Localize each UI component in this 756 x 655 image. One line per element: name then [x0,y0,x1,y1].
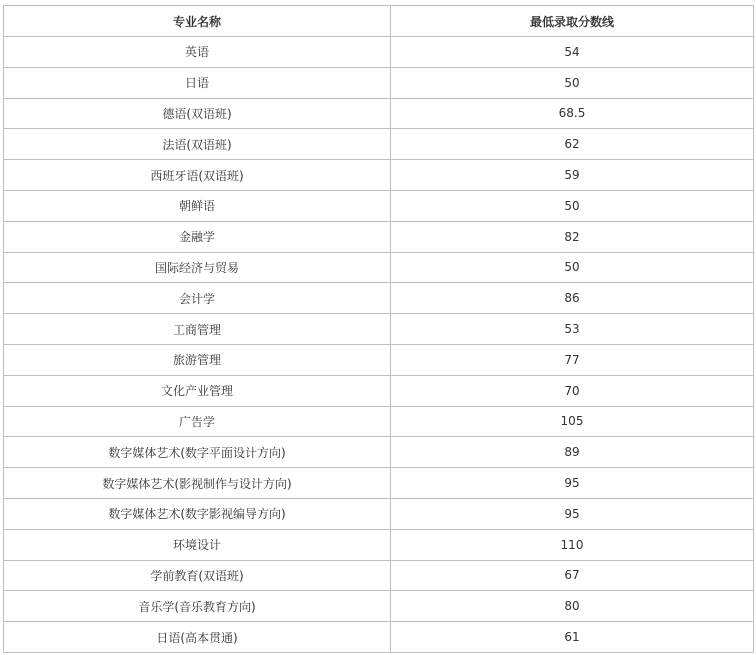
table-row [4,190,754,221]
min-score-cell: 68.5 [391,98,754,129]
major-name-cell: 数字媒体艺术(数字平面设计方向) [4,437,391,468]
min-score-cell: 77 [391,344,754,375]
major-name-cell: 数字媒体艺术(数字影视编导方向) [4,498,391,529]
major-name-cell: 工商管理 [4,314,391,345]
header-major-name: 专业名称 [4,6,391,37]
table-row [4,344,754,375]
table-row [4,283,754,314]
major-name-cell: 广告学 [4,406,391,437]
min-score-cell: 50 [391,252,754,283]
min-score-cell: 53 [391,314,754,345]
table-row [4,529,754,560]
table-row [4,314,754,345]
major-name-cell: 西班牙语(双语班) [4,160,391,191]
table-row [4,37,754,68]
table-row [4,221,754,252]
min-score-cell: 86 [391,283,754,314]
min-score-cell: 89 [391,437,754,468]
min-score-cell: 95 [391,498,754,529]
table-row [4,498,754,529]
major-name-cell: 日语(高本贯通) [4,622,391,653]
table-row [4,160,754,191]
table-row [4,129,754,160]
min-score-cell: 70 [391,375,754,406]
min-score-cell: 62 [391,129,754,160]
major-name-cell: 文化产业管理 [4,375,391,406]
major-name-cell: 环境设计 [4,529,391,560]
major-name-cell: 数字媒体艺术(影视制作与设计方向) [4,468,391,499]
min-score-cell: 54 [391,37,754,68]
table-row [4,437,754,468]
table-row [4,622,754,653]
min-score-cell: 95 [391,468,754,499]
major-name-cell: 会计学 [4,283,391,314]
major-name-cell: 学前教育(双语班) [4,560,391,591]
min-score-cell: 50 [391,67,754,98]
major-name-cell: 日语 [4,67,391,98]
major-name-cell: 朝鲜语 [4,190,391,221]
table-row [4,406,754,437]
min-score-cell: 67 [391,560,754,591]
table-row [4,252,754,283]
header-min-score: 最低录取分数线 [391,6,754,37]
major-name-cell: 旅游管理 [4,344,391,375]
table-row [4,375,754,406]
table-row [4,591,754,622]
major-name-cell: 德语(双语班) [4,98,391,129]
major-name-cell: 音乐学(音乐教育方向) [4,591,391,622]
major-name-cell: 英语 [4,37,391,68]
major-name-cell: 金融学 [4,221,391,252]
table-row [4,560,754,591]
major-name-cell: 国际经济与贸易 [4,252,391,283]
table-row [4,468,754,499]
min-score-cell: 80 [391,591,754,622]
min-score-cell: 50 [391,190,754,221]
table-row [4,98,754,129]
major-name-cell: 法语(双语班) [4,129,391,160]
table-header-row [4,6,754,37]
admission-score-table [3,5,754,653]
min-score-cell: 82 [391,221,754,252]
min-score-cell: 110 [391,529,754,560]
table-row [4,67,754,98]
min-score-cell: 61 [391,622,754,653]
min-score-cell: 59 [391,160,754,191]
min-score-cell: 105 [391,406,754,437]
